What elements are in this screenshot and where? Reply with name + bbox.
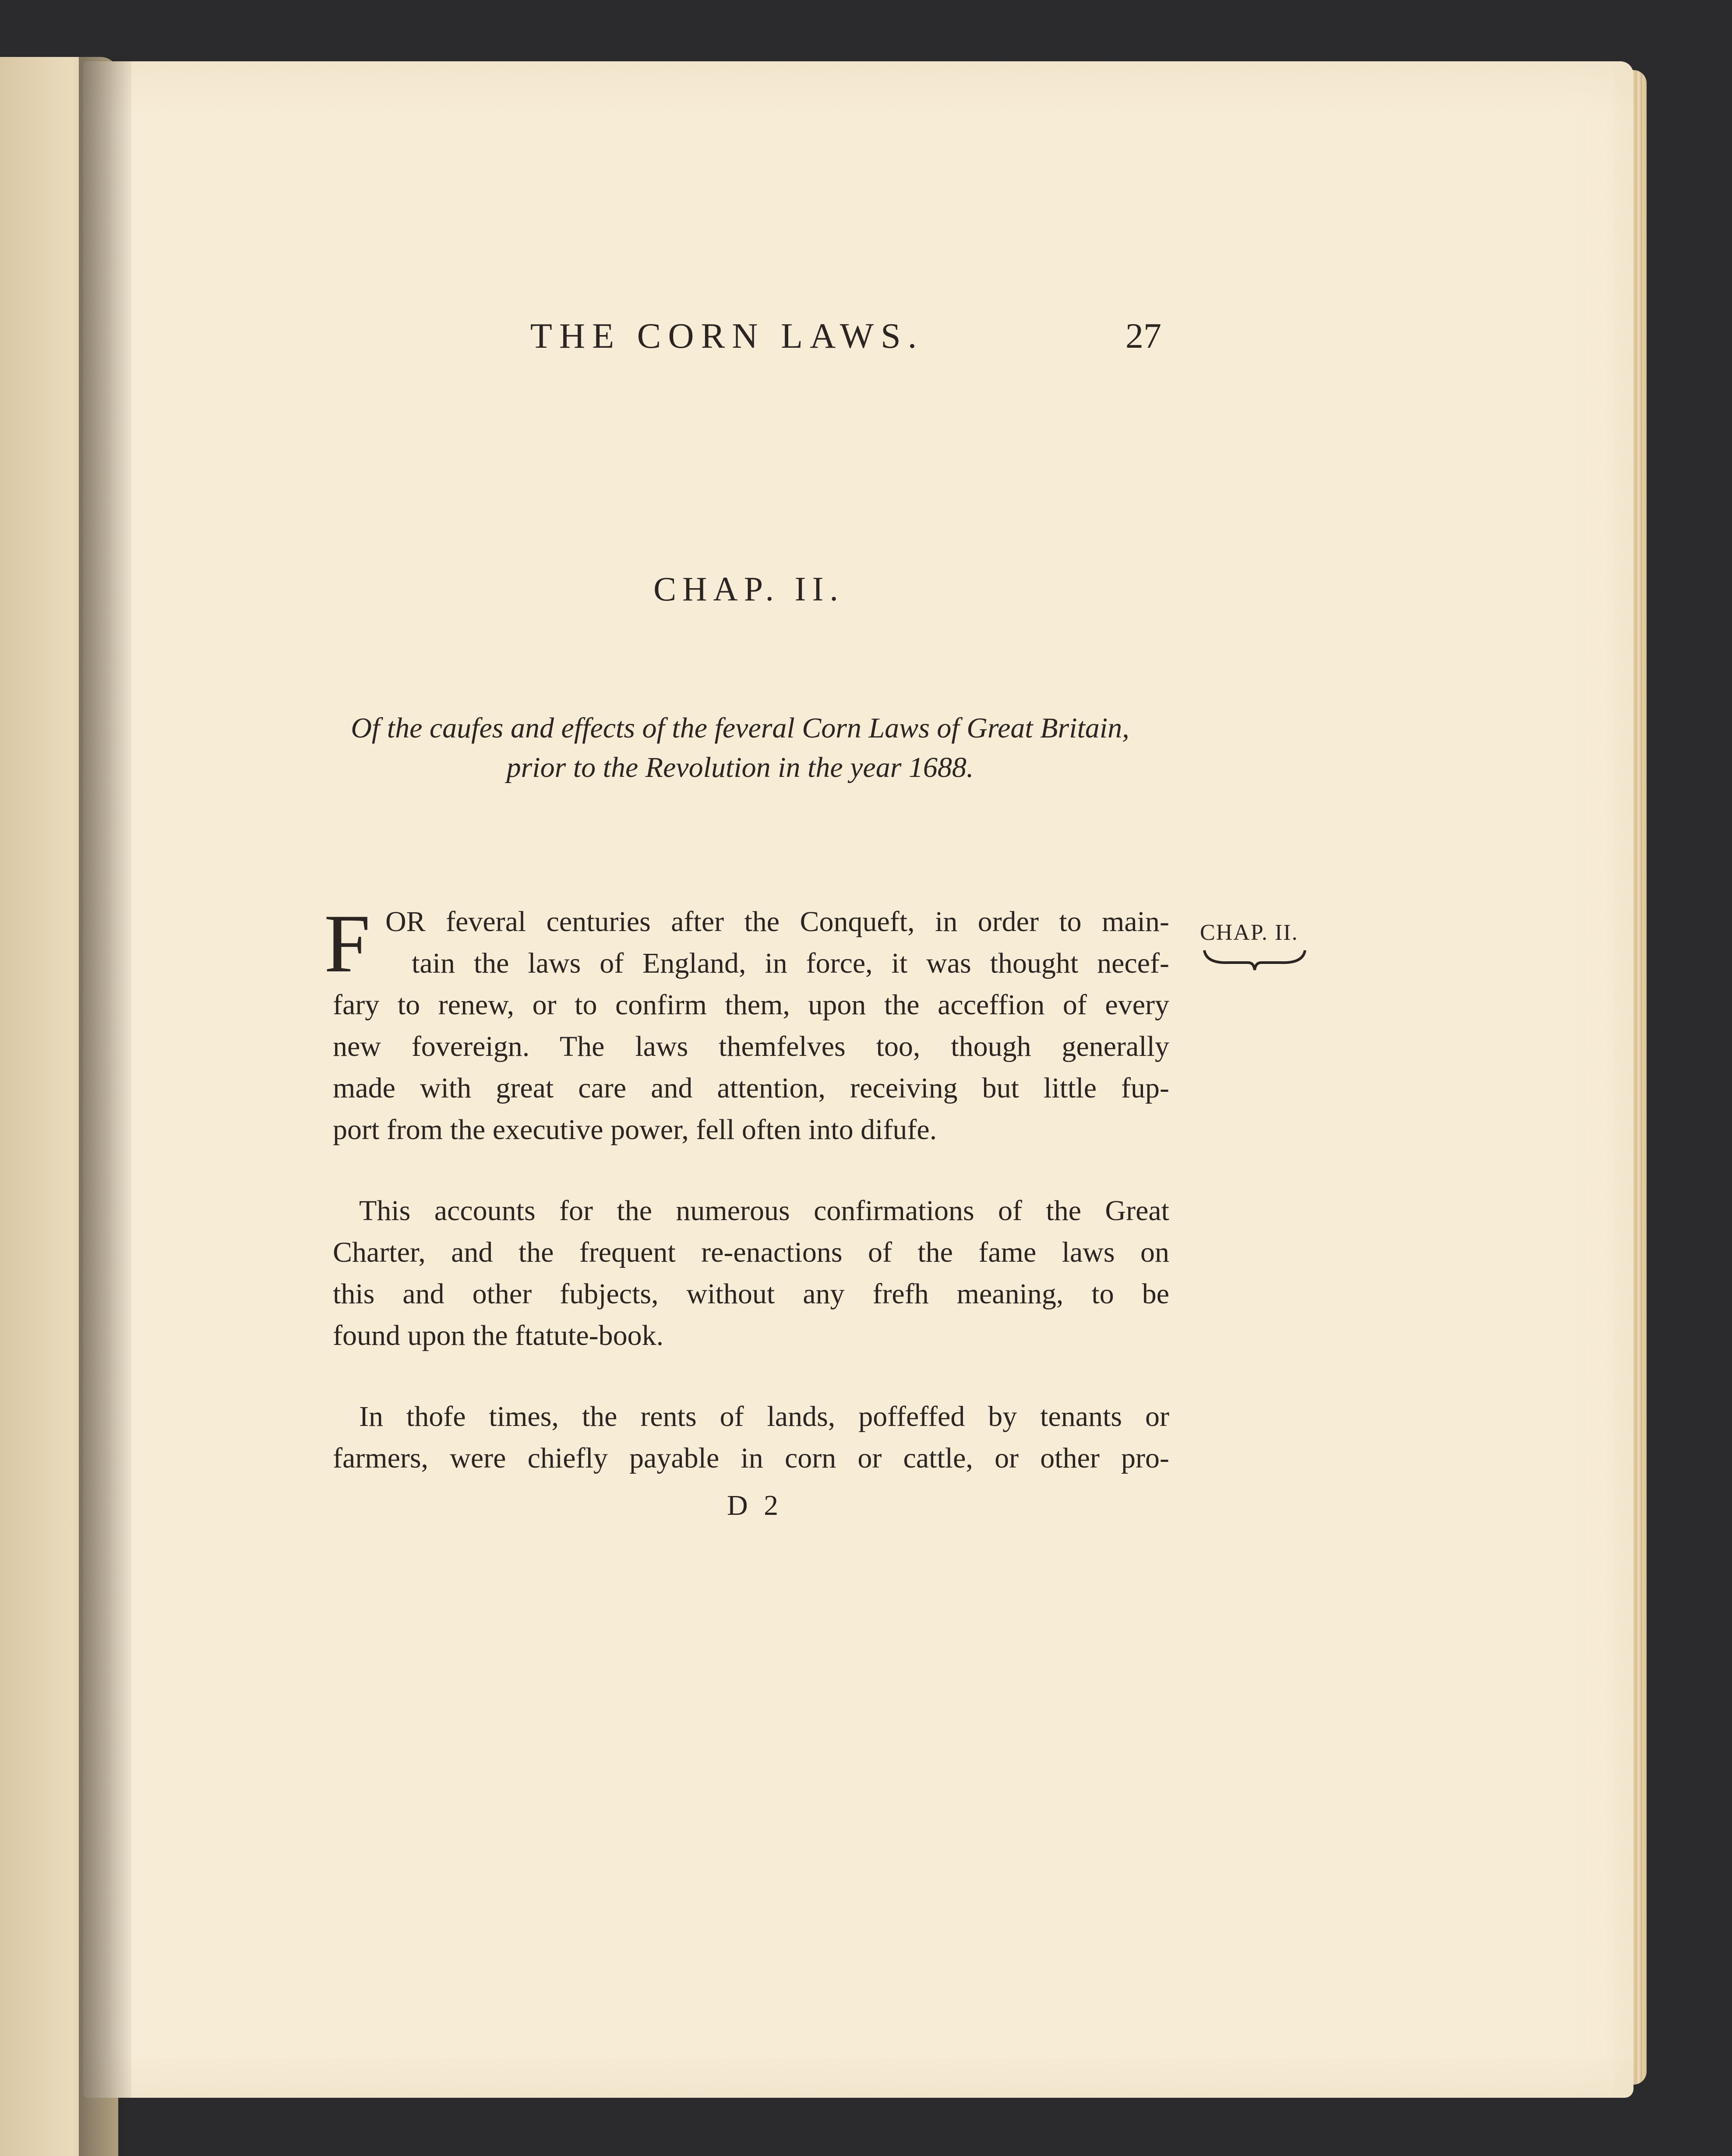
paragraph-line: new fovereign. The laws themfelves too, though generally [333, 1030, 1169, 1062]
paragraph-line: farmers, were chiefly payable in corn or cattle, or other pro- [333, 1442, 1169, 1474]
paragraph-line: OR feveral centuries after the Conqueft, in order to main- [385, 906, 1169, 938]
chapter-subtitle-line: Of the caufes and effects of the feveral Corn Laws of Great Britain, [351, 712, 1129, 744]
chapter-heading: CHAP. II. [653, 570, 844, 608]
paragraph-line: port from the executive power, fell often into difufe. [333, 1114, 937, 1146]
paragraph-line: made with great care and attention, receiving but little fup- [333, 1072, 1169, 1104]
paragraph-line: This accounts for the numerous confirmations of the Great [359, 1195, 1169, 1227]
paragraph-line: fary to renew, or to confirm them, upon the acceffion of every [333, 989, 1169, 1021]
margin-note: CHAP. II. [1200, 920, 1298, 945]
curly-brace-icon [1202, 946, 1307, 972]
chapter-subtitle-line: prior to the Revolution in the year 1688. [506, 752, 974, 783]
paragraph-line: found upon the ftatute-book. [333, 1320, 664, 1351]
gutter-shadow [79, 57, 131, 2156]
paragraph-line: this and other fubjects, without any frefh meaning, to be [333, 1278, 1169, 1310]
page-number: 27 [1125, 316, 1161, 356]
paragraph-line: In thofe times, the rents of lands, poffeffed by tenants or [359, 1401, 1169, 1433]
running-title: THE CORN LAWS. [530, 316, 924, 356]
paragraph-line: tain the laws of England, in force, it was thought necef- [412, 947, 1169, 979]
drop-cap: F [324, 898, 370, 990]
paragraph-line: Charter, and the frequent re-enactions of the fame laws on [333, 1236, 1169, 1268]
signature-mark: D 2 [727, 1489, 783, 1521]
